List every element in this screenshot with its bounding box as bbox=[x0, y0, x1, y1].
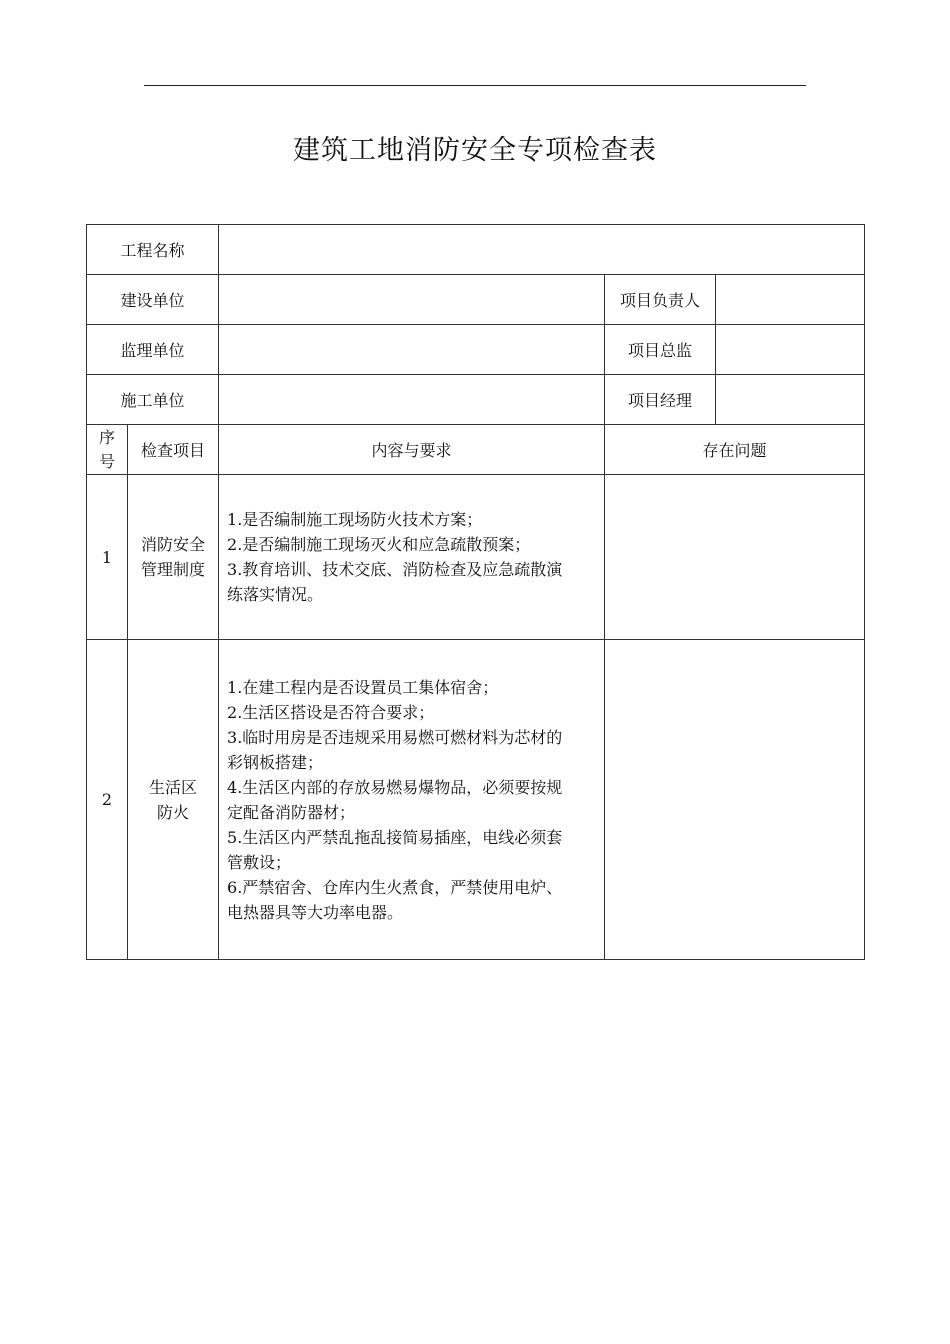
row-1-requirements bbox=[219, 475, 605, 640]
inspection-form-table bbox=[86, 224, 865, 960]
supervisor-row bbox=[87, 325, 865, 375]
contractor-lead-field[interactable] bbox=[716, 375, 865, 425]
requirement-line: 练落实情况。 bbox=[227, 585, 324, 604]
column-header-row bbox=[87, 425, 865, 475]
project-name-label: 工程名称 bbox=[87, 225, 219, 275]
requirement-line: 彩钢板搭建； bbox=[227, 752, 324, 772]
supervisor-lead-label: 项目总监 bbox=[605, 325, 716, 375]
contractor-label: 施工单位 bbox=[87, 375, 219, 425]
requirement-line: 6.严禁宿舍、仓库内生火煮食，严禁使用电炉、 bbox=[227, 877, 563, 897]
requirement-line: 1.在建工程内是否设置员工集体宿舍； bbox=[227, 677, 499, 697]
requirement-line: 5.生活区内严禁乱拖乱接简易插座，电线必须套 bbox=[227, 827, 563, 847]
requirement-line: 管敷设； bbox=[227, 852, 292, 872]
contractor-row bbox=[87, 375, 865, 425]
supervisor-lead-field[interactable] bbox=[716, 325, 865, 375]
builder-lead-field[interactable] bbox=[716, 275, 865, 325]
builder-label: 建设单位 bbox=[87, 275, 219, 325]
project-name-row bbox=[87, 225, 865, 275]
row-2-item bbox=[128, 640, 219, 960]
requirement-line: 1.是否编制施工现场防火技术方案； bbox=[227, 510, 483, 529]
column-header-no-line2: 号 bbox=[98, 451, 115, 471]
column-header-requirements: 内容与要求 bbox=[219, 425, 605, 475]
column-header-issues: 存在问题 bbox=[605, 425, 865, 475]
builder-row bbox=[87, 275, 865, 325]
row-1-issues-field[interactable] bbox=[605, 475, 865, 640]
column-header-item: 检查项目 bbox=[128, 425, 219, 475]
column-header-no-line1: 序 bbox=[98, 427, 115, 447]
row-1-item-line1: 消防安全 bbox=[141, 535, 206, 554]
row-2-item-line1: 生活区 bbox=[149, 777, 198, 797]
row-1-item bbox=[128, 475, 219, 640]
requirement-line: 3.临时用房是否违规采用易燃可燃材料为芯材的 bbox=[227, 727, 563, 747]
contractor-field[interactable] bbox=[219, 375, 605, 425]
requirement-line: 2.生活区搭设是否符合要求； bbox=[227, 702, 435, 722]
row-1-item-line2: 管理制度 bbox=[141, 560, 206, 579]
document-title: 建筑工地消防安全专项检查表 bbox=[293, 135, 657, 166]
table-row bbox=[87, 640, 865, 960]
row-2-item-line2: 防火 bbox=[157, 802, 190, 822]
table-row bbox=[87, 475, 865, 640]
builder-field[interactable] bbox=[219, 275, 605, 325]
row-2-issues-field[interactable] bbox=[605, 640, 865, 960]
requirement-line: 电热器具等大功率电器。 bbox=[227, 902, 404, 922]
requirement-line: 3.教育培训、技术交底、消防检查及应急疏散演 bbox=[227, 560, 563, 579]
project-name-field[interactable] bbox=[219, 225, 865, 275]
requirement-line: 2.是否编制施工现场灭火和应急疏散预案； bbox=[227, 535, 531, 554]
row-2-no: 2 bbox=[87, 640, 128, 960]
header-rule bbox=[144, 85, 806, 86]
requirement-line: 4.生活区内部的存放易燃易爆物品，必须要按规 bbox=[227, 777, 563, 797]
row-2-requirements bbox=[219, 640, 605, 960]
requirement-line: 定配备消防器材； bbox=[227, 802, 356, 822]
row-1-no: 1 bbox=[87, 475, 128, 640]
column-header-no bbox=[87, 425, 128, 475]
builder-lead-label: 项目负责人 bbox=[605, 275, 716, 325]
supervisor-label: 监理单位 bbox=[87, 325, 219, 375]
contractor-lead-label: 项目经理 bbox=[605, 375, 716, 425]
supervisor-field[interactable] bbox=[219, 325, 605, 375]
